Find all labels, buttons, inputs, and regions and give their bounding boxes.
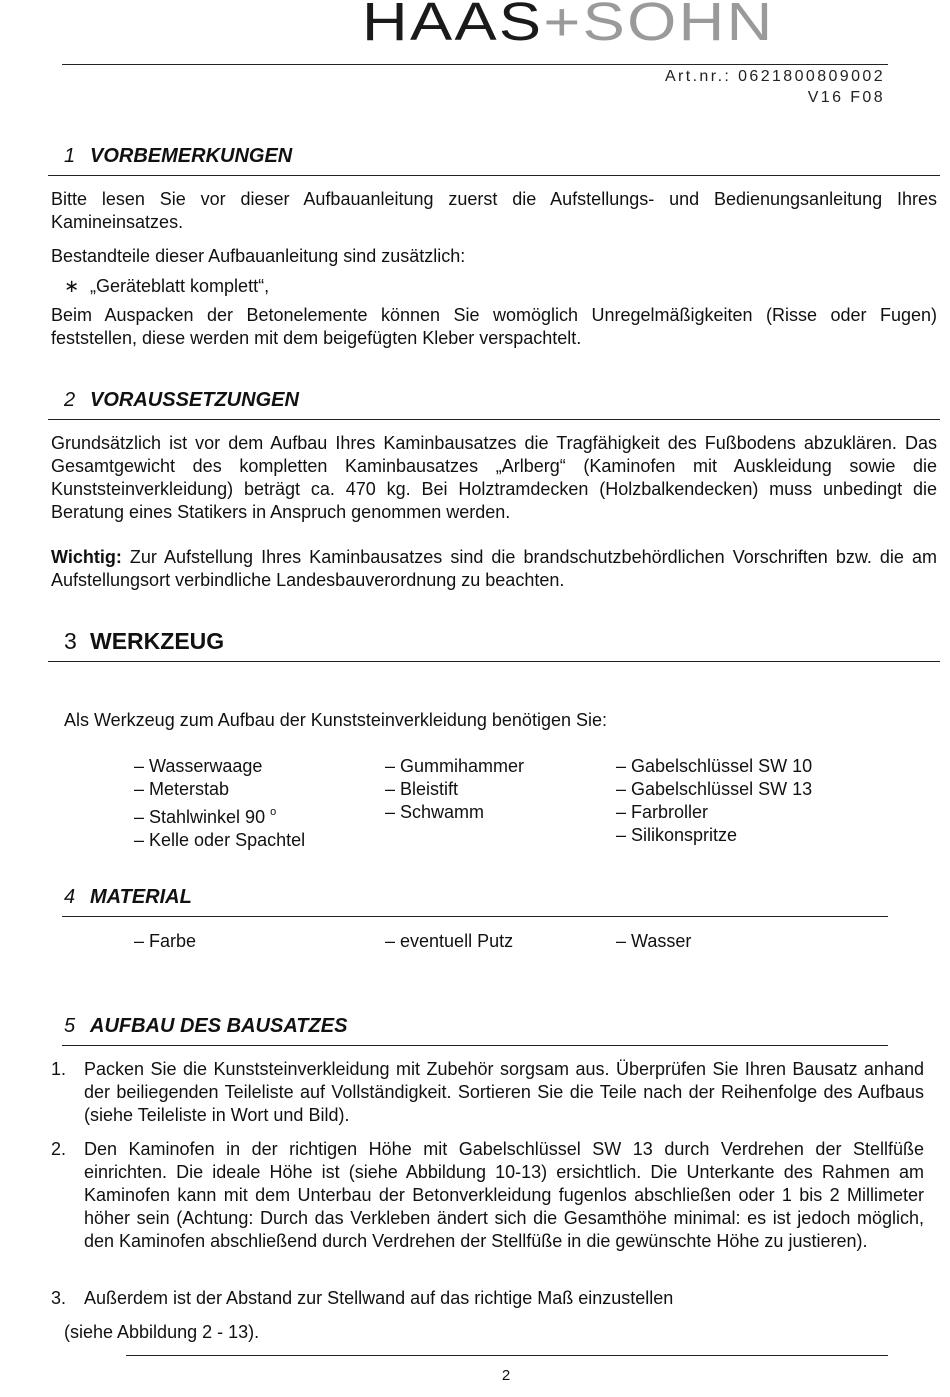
article-number: Art.nr.: 0621800809002 xyxy=(664,68,885,85)
section-4-rule xyxy=(62,916,888,917)
material-item: – eventuell Putz xyxy=(385,931,514,951)
section-3-rule xyxy=(48,661,940,662)
section-2-title: VORAUSSETZUNGEN xyxy=(90,389,299,411)
section-2-important xyxy=(51,546,937,592)
section-4-number: 4 xyxy=(64,886,76,908)
tools-column-2 xyxy=(385,755,524,824)
brand-logo xyxy=(362,0,950,52)
tools-column-3 xyxy=(616,755,812,847)
tools-column-1 xyxy=(134,755,305,852)
version-code: V16 F08 xyxy=(807,89,885,106)
section-1-paragraph-2: Bestandteile dieser Aufbauanleitung sind zusätzlich: xyxy=(51,246,466,266)
logo-plus: + xyxy=(543,0,583,52)
step-note: (siehe Abbildung 2 - 13). xyxy=(64,1322,260,1342)
tool-item: – Kelle oder Spachtel xyxy=(134,830,306,850)
header-rule xyxy=(62,64,888,65)
section-5-rule xyxy=(62,1045,888,1046)
step-text: Den Kaminofen in der richtigen Höhe mit Gabelschlüssel SW 13 durch Verdrehen der Stellfüße einrichten. Die ideale Höhe ist (siehe Abbildung 10-13) ersichtlich. Die Unterkante des Rahmen am Kaminofen kann mit dem Unterbau der Betonverkleidung fugenlos abschließen oder 1 bis 2 Millimeter höher sein (Achtung: Durch das Verkleben ändert sich die Gesamthöhe minimal: es ist jedoch möglich, den Kaminofen abschließend durch Verdrehen der Stellfüße in die gewünschte Höhe zu justieren). xyxy=(84,1139,924,1251)
tool-item: – Gummihammer xyxy=(385,756,525,776)
section-1-title: VORBEMERKUNGEN xyxy=(90,145,293,167)
section-2-heading xyxy=(64,388,299,412)
section-1-rule xyxy=(48,175,940,176)
section-3-heading xyxy=(64,629,224,653)
important-text: Zur Aufstellung Ihres Kaminbausatzes sind die brandschutzbehördlichen Vorschriften bzw. die am Aufstellungsort verbindliche Landesbauverordnung zu beachten. xyxy=(51,547,937,590)
tool-item: – Gabelschlüssel SW 13 xyxy=(616,779,813,799)
tool-item: – Meterstab xyxy=(134,779,230,799)
article-info xyxy=(665,66,885,108)
section-4-title: MATERIAL xyxy=(90,886,192,908)
step-text: Packen Sie die Kunststeinverkleidung mit Zubehör sorgsam aus. Überprüfen Sie Ihren Bausatz anhand der beiliegenden Teileliste auf Vollständigkeit. Sortieren Sie die Teile nach der Reihenfolge des Aufbaus (siehe Teileliste in Wort und Bild). xyxy=(84,1059,924,1125)
section-3-title: WERKZEUG xyxy=(90,628,225,654)
section-3-number: 3 xyxy=(64,628,77,654)
bullet-item: „Geräteblatt komplett“, xyxy=(90,276,270,296)
logo-sohn: SOHN xyxy=(582,0,775,52)
bullet-asterisk: ∗ xyxy=(64,276,80,296)
step-number: 1. xyxy=(51,1059,67,1079)
section-5-heading xyxy=(64,1014,347,1038)
tool-item: – Wasserwaage xyxy=(134,756,263,776)
tool-item: – Gabelschlüssel SW 10 xyxy=(616,756,813,776)
tool-item: – Farbroller xyxy=(616,802,709,822)
material-item: – Farbe xyxy=(134,931,197,951)
tool-item: – Schwamm xyxy=(385,802,485,822)
step-number: 3. xyxy=(51,1288,67,1308)
important-label: Wichtig: xyxy=(51,547,122,567)
page-number: 2 xyxy=(501,1367,511,1384)
section-4-heading xyxy=(64,885,192,909)
section-2-number: 2 xyxy=(64,389,76,411)
section-2-paragraph-1: Grundsätzlich ist vor dem Aufbau Ihres Kaminbausatzes die Tragfähigkeit des Fußbodens abzuklären. Das Gesamtgewicht des kompletten Kaminbausatzes „Arlberg“ (Kaminofen mit Auskleidung sowie die Kunststeinverkleidung) beträgt ca. 470 kg. Bei Holztramdecken (Holzbalkendecken) muss unbedingt die Beratung eines Statikers in Anspruch genommen werden. xyxy=(51,433,937,522)
step-number: 2. xyxy=(51,1139,67,1159)
tool-item: – Silikonspritze xyxy=(616,825,738,845)
step-text: Außerdem ist der Abstand zur Stellwand auf das richtige Maß einzustellen xyxy=(84,1288,674,1308)
tool-item-text: – Stahlwinkel 90 xyxy=(134,807,266,827)
logo-haas: HAAS xyxy=(362,0,544,52)
tool-item-angle xyxy=(134,801,305,829)
section-1-heading xyxy=(64,144,292,168)
section-1-paragraph-1: Bitte lesen Sie vor dieser Aufbauanleitung zuerst die Aufstellungs- und Bedienungsanleitung Ihres Kamineinsatzes. xyxy=(51,189,937,232)
footer-rule xyxy=(126,1355,888,1356)
section-5-title: AUFBAU DES BAUSATZES xyxy=(90,1015,348,1037)
section-5-number: 5 xyxy=(64,1015,76,1037)
section-1-paragraph-3: Beim Auspacken der Betonelemente können Sie womöglich Unregelmäßigkeiten (Risse oder Fugen) feststellen, diese werden mit dem beigefügten Kleber verspachtelt. xyxy=(51,305,937,348)
degree-mark: o xyxy=(270,806,277,818)
tools-intro: Als Werkzeug zum Aufbau der Kunststeinverkleidung benötigen Sie: xyxy=(64,710,607,730)
section-1-number: 1 xyxy=(64,145,76,167)
tool-item: – Bleistift xyxy=(385,779,459,799)
material-item: – Wasser xyxy=(616,931,692,951)
section-2-rule xyxy=(48,419,940,420)
